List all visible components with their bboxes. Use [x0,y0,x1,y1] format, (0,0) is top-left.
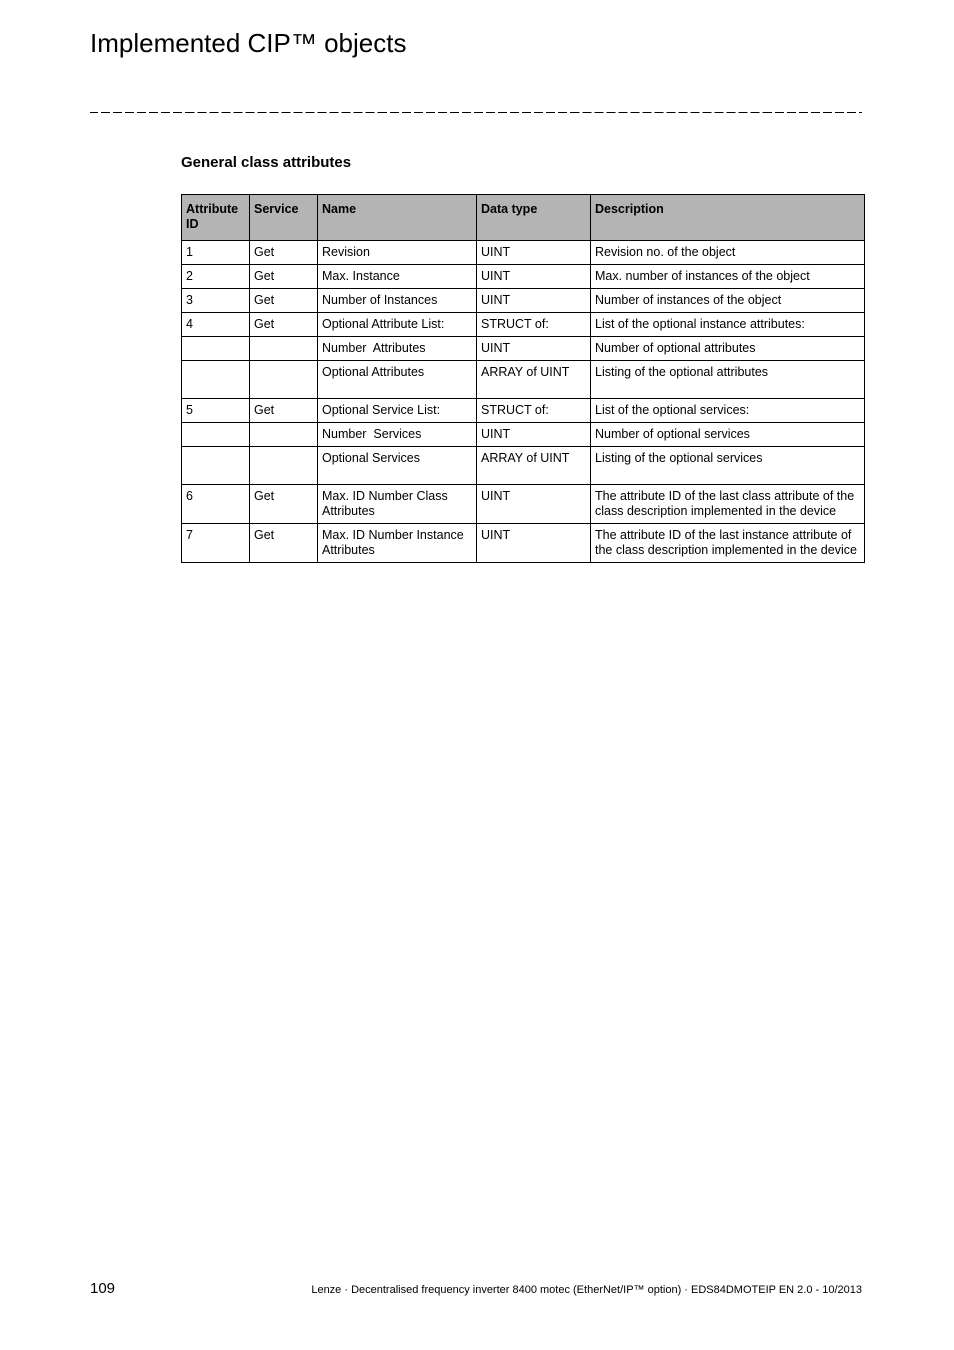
cell-id: 4 [182,313,250,337]
cell-id [182,361,250,399]
cell-type: UINT [477,485,591,524]
cell-desc: Number of instances of the object [591,289,865,313]
cell-desc: Max. number of instances of the object [591,265,865,289]
header-attribute-id: Attribute ID [182,195,250,241]
class-attributes-table [181,194,865,563]
cell-desc: The attribute ID of the last class attribute of the class description implemented in the device [591,485,865,524]
cell-service: Get [250,485,318,524]
cell-name: Optional Attribute List: [318,313,477,337]
cell-type: UINT [477,289,591,313]
cell-name: Optional Services [318,447,477,485]
cell-service: Get [250,524,318,563]
cell-id: 1 [182,241,250,265]
cell-type: ARRAY of UINT [477,447,591,485]
cell-id: 7 [182,524,250,563]
cell-desc: The attribute ID of the last instance attribute of the class description implemented in the device [591,524,865,563]
footer-text: Lenze · Decentralised frequency inverter 8400 motec (EtherNet/IP™ option) · EDS84DMOTEIP EN 2.0 - 10/2013 [311,1284,862,1296]
cell-id [182,423,250,447]
cell-name: Number of Instances [318,289,477,313]
table-row [182,337,865,361]
cell-type: UINT [477,241,591,265]
cell-name: Max. ID Number Instance Attributes [318,524,477,563]
cell-service: Get [250,399,318,423]
cell-name: Optional Service List: [318,399,477,423]
table-row [182,447,865,485]
cell-id: 6 [182,485,250,524]
page-title: Implemented CIP™ objects [90,28,407,58]
cell-type: UINT [477,423,591,447]
cell-type: UINT [477,337,591,361]
page-number: 109 [90,1280,116,1297]
cell-type: STRUCT of: [477,399,591,423]
cell-service [250,337,318,361]
cell-service [250,447,318,485]
cell-service: Get [250,265,318,289]
header-description: Description [591,195,865,241]
header-data-type: Data type [477,195,591,241]
cell-desc: Listing of the optional attributes [591,361,865,399]
header-name: Name [318,195,477,241]
table-row [182,313,865,337]
cell-type: UINT [477,265,591,289]
cell-name: Number Attributes [318,337,477,361]
header-service: Service [250,195,318,241]
cell-service: Get [250,313,318,337]
cell-service [250,423,318,447]
table-row [182,361,865,399]
cell-desc: List of the optional instance attributes: [591,313,865,337]
table-row [182,524,865,563]
cell-name: Max. Instance [318,265,477,289]
section-heading: General class attributes [181,154,352,171]
table-row [182,399,865,423]
table-row [182,423,865,447]
cell-service [250,361,318,399]
table-row [182,485,865,524]
cell-name: Revision [318,241,477,265]
cell-type: ARRAY of UINT [477,361,591,399]
cell-id [182,337,250,361]
cell-id: 2 [182,265,250,289]
cell-id [182,447,250,485]
cell-type: STRUCT of: [477,313,591,337]
cell-type: UINT [477,524,591,563]
cell-id: 5 [182,399,250,423]
header-divider [90,112,862,113]
cell-id: 3 [182,289,250,313]
cell-desc: Number of optional services [591,423,865,447]
cell-name: Max. ID Number Class Attributes [318,485,477,524]
cell-desc: Listing of the optional services [591,447,865,485]
cell-desc: List of the optional services: [591,399,865,423]
cell-name: Number Services [318,423,477,447]
cell-service: Get [250,241,318,265]
cell-desc: Number of optional attributes [591,337,865,361]
table-row [182,241,865,265]
cell-name: Optional Attributes [318,361,477,399]
cell-desc: Revision no. of the object [591,241,865,265]
cell-service: Get [250,289,318,313]
table-row [182,265,865,289]
table-header-row [182,195,865,241]
table-row [182,289,865,313]
